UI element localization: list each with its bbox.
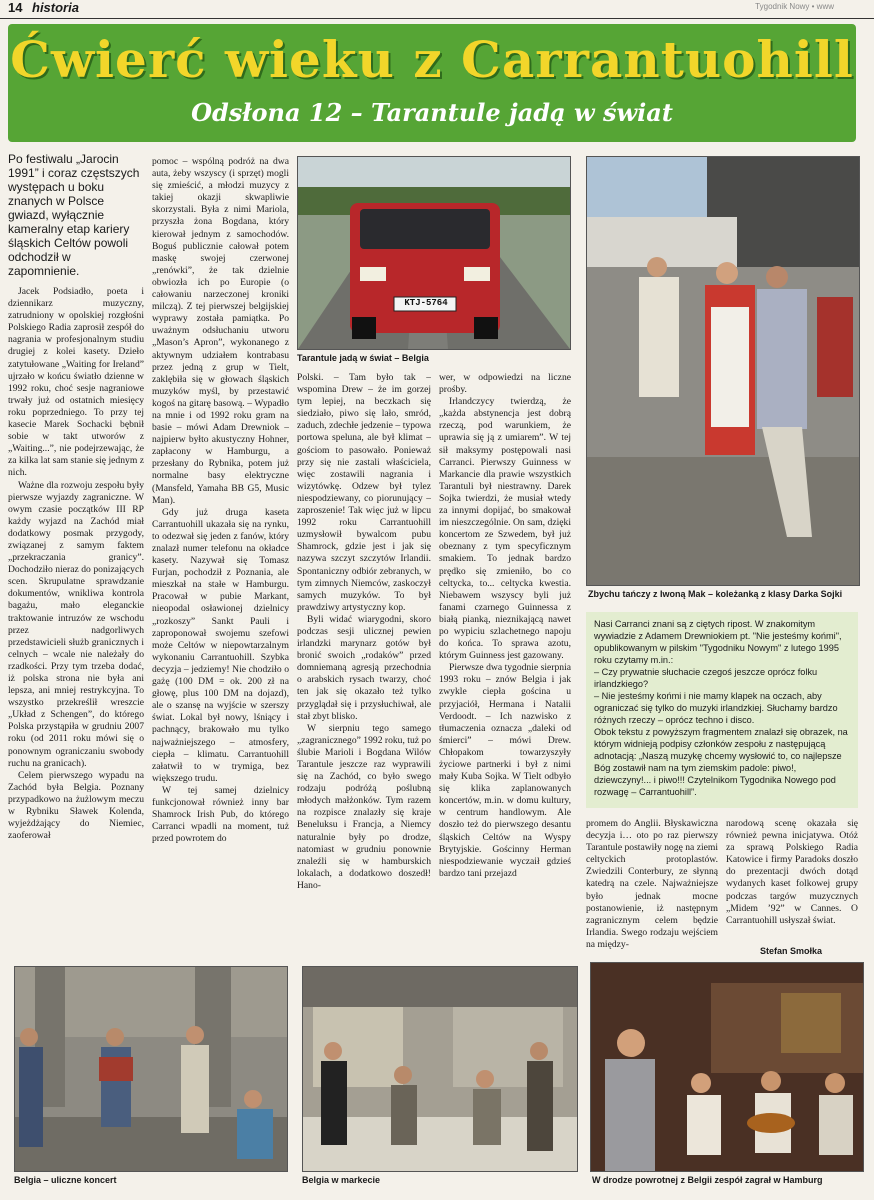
lead-paragraph: Po festiwalu „Jarocin 1991” i coraz częstszych występach u boku znanych w Polsce gwiazd, wyłącznie kameralny etap kariery śląskich Celtów powoli odchodził w zapomnienie. xyxy=(8,152,140,278)
paragraph: Byli widać wiarygodni, skoro podczas sesji ulicznej pewien irlandzki marynarz gotów był bronić swoich „rodaków” przed domniemaną agresją przechodnia o arabskich rysach twarzy, choć ten jak się okazało też tylko przyglądał się i przysłuchiwał, ale stał zbyt blisko. xyxy=(297,613,431,722)
paragraph: pomoc – wspólną podróż na dwa auta, żeby wszyscy (i sprzęt) mogli się zmieścić, a młodzi muzycy z takiej okazji skwapliwie skorzystali. Była z nimi Mariola, przyszła żona Bogdana, który kierował jednym z samochodów. Boguś publicznie całował potem maskę swojej czerwonej „renówki”, że tak dzielnie obwiozła ich po Europie (o całowaniu narzeczonej kroniki milczą). Z tej pierwszej belgijskiej wyprawy została pamiątka. Po uważnym odsłuchaniu utworu „Mason’s Apron”, wykonanego z aktywnym udziałem kontrabasu przez jedną z grup w Tielt, zaklębiła się w głowach śląskich muzyków myśl, by przestawić kogoś na gitarę basową. – Wypadło na mnie i od 1992 roku gram na basie – mówi Adam Drewniok – najpierw byłto akustyczny Hohner, zapłacony w Hamburgu, a przesłany do Rybnika, potem już normalne basy elektryczne (Mansfeld, Yamaha BB G5, Music Man). xyxy=(152,156,289,506)
dance-photo xyxy=(586,156,860,586)
mall-concert-caption: Belgia w markecie xyxy=(302,1175,381,1185)
paragraph: W sierpniu tego samego „zagranicznego” 1992 roku, tuż po ślubie Marioli i Bogdana Wilów Tarantule jeszcze raz wyprawili się na Zachód, co było swego rodzaju podróżą poślubną młodych małżonków. Tym razem na rozpisce znalazły się kraje Beneluksu i Francja, a Niemcy naturalnie były po drodze, natomiast w grudniu ponownie znaleźli się w hamburskich lokalach, a dodatkowo doszedł! Hano- xyxy=(297,722,431,891)
hamburg-pub-caption: W drodze powrotnej z Belgii zespół zagrał w Hamburg xyxy=(592,1175,823,1185)
paragraph: Celem pierwszego wypadu na Zachód była Belgia. Poznany przypadkowo na żużlowym meczu w Rybniku Sławek Kolenda, wyjeżdżający do Niemiec, zaoferował xyxy=(8,769,144,842)
text-column-5 xyxy=(586,818,718,968)
mall-concert-image xyxy=(303,967,577,1171)
page-number: 14 xyxy=(8,0,23,15)
text-column-2 xyxy=(152,156,289,967)
car-photo-image xyxy=(298,157,570,349)
interview-box-text xyxy=(594,618,852,798)
mall-concert-photo xyxy=(302,966,578,1172)
text-column-6 xyxy=(726,818,858,943)
hamburg-pub-image xyxy=(591,963,863,1171)
article-subtitle: Odsłona 12 – Tarantule jadą w świat xyxy=(191,98,673,127)
title-banner xyxy=(8,24,856,142)
car-photo xyxy=(297,156,571,350)
paragraph: promem do Anglii. Błyskawiczna decyzja i… oto po raz pierwszy Tarantule postawiły nogę na ziemi celtyckich protoplastów. Zwiedzili Conterbury, ze słynną katedrą na czele. Najważniejsze było jednak mocne postanowienie, iż następnym zagranicznym celem będzie Irlandia. Swego rodzaju wejściem na między- xyxy=(586,818,718,950)
paragraph: Polski. – Tam było tak – wspomina Drew – że im gorzej tym lepiej, na beczkach się siedziało, piwo się lało, smród, zaduch, zdechłe jedzenie – typowa portowa speluna, ale był klimat – gościom to pasowało. Ponieważ przy się nie zastali właściciela, więc zostawili nagrania i wizytówkę. Odzew był tylez niespodziewany, co piorunujący – zaproszenie! Tak więc już w lipcu 1992 roku Carrantuohill uzmysłowił bywalcom pubu Shamrock, gdzie jest i jak się nazywa szczyt szczytów Irlandii. Spontaniczny odbiór zebranych, w tym zimnych Niemców, zaskoczył samych muzyków. To był prawdziwy artystyczny kop. xyxy=(297,372,431,613)
hamburg-pub-photo xyxy=(590,962,864,1172)
car-plate: KTJ-5764 xyxy=(404,298,448,308)
page-header-bar xyxy=(0,0,874,19)
paragraph: Gdy już druga kaseta Carrantuohill ukazała się na rynku, to odezwał się jeden z fanów, który znalazł numer telefonu na okładce kasety. Nazywał się Tomasz Furjan, pochodził z Poznania, ale mieszkał na stałe w Hamburgu. Pracował w pubie Markant, nieopodal osławionej dzielnicy „rozkoszy” Sankt Pauli i zaproponował swojemu szefowi może Celtów w niepowtarzalnym wykonaniu Carrantuohill. Szybka decyzja – jedziemy! Nie chodziło o gażę (100 DM = ok. 200 zł na głowę, plus 100 DM na dojazd), ale o szansę na wyjście w szerszy świat. Lokal był nowy, lśniący i pachnący, brakowało mu tylko najważniejszego – atmosfery, ciepła – klimatu. Carrantuohill załatwił to w trymiga, bez większego trudu. xyxy=(152,506,289,784)
paragraph: Pierwsze dwa tygodnie sierpnia 1993 roku – znów Belgia i jak zwykle ciepła gościna u przyjaciół, Hermana i Natalii Verdoodt. – Ich nazwisko z tłumaczenia oznacza „daleki od śmierci” – mówi Drew. Chłopakom towarzyszyły życiowe partnerki i był z nimi mały Kuba Sojka. W Tielt odbyło się klika zaplanowanych koncertów, m.in. w domu kultury, w centrum handlowym. Ale doszło też do pierwszego desantu śląskich Celtów na Wyspy Brytyjskie. Gościnny Herman niespodziewanie wyczaił gdzieś bardzo tani przejazd xyxy=(439,662,571,879)
paragraph: Jacek Podsiadło, poeta i dziennikarz muzyczny, zatrudniony w opolskiej rozgłośni Polskiego Radia zaprosił zespół do nagrania w profesjonalnym studiu drugiej z kolei kasety. Dzieło zatytułowane „Waiting for Ireland” ujrzało w końcu światło dzienne w 1992 roku, choć sesje nagraniowe trwały już od ostatnich miesięcy roku poprzedniego. To przy tej kasecie Marek Sochacki bębnił sobie w takt utworów z „Waiting...”, nie podejrzewając, że za kilka lat sam stanie się jednym z nich. xyxy=(8,286,144,479)
text-column-3 xyxy=(297,372,431,967)
author-signature: Stefan Smołka xyxy=(760,946,823,956)
paragraph: Ważne dla rozwoju zespołu były pierwsze wyjazdy zagraniczne. W owym czasie początków III RP każdy wyjazd na Zachód miał dodatkowy posmak przygody, związanej z samym faktem „przekraczania granicy”. Dochodziło nieraz do ponizających scen. Skrupulatne sprawdzanie dokumentów, wnikliwa kontrola bagażu, mało eleganckie traktowanie intruzów ze wschodu przez nadgorliwych przedstawicieli służb granicznych i celnych – wcale nie należały do rzadkości. Przy tym trzeba dodać, iż polska strona nie była ani lepsza, ani mniej restrykcyjna. To wszystko przekreślił wreszcie „Układ z Schengen”, do którego Polska przystąpiła w grudniu 2007 roku (od 2011 roku mówi się o ponownym ograniczaniu swobody ruchu na granicach). xyxy=(8,479,144,769)
paragraph: wer, w odpowiedzi na liczne prośby. xyxy=(439,372,571,396)
text-column-4 xyxy=(439,372,571,967)
section-rubric: historia xyxy=(32,0,79,15)
text-column-1 xyxy=(8,152,144,967)
article-title: Ćwierć wieku z Carrantuohill xyxy=(10,30,854,89)
car-photo-caption: Tarantule jadą w świat – Belgia xyxy=(297,353,429,363)
street-concert-caption: Belgia – uliczne koncert xyxy=(14,1175,117,1185)
dance-photo-caption: Zbychu tańczy z Iwoną Mak – koleżanką z klasy Darka Sojki xyxy=(588,589,843,599)
street-concert-photo xyxy=(14,966,288,1172)
box-outro: Obok tekstu z powyższym fragmentem znalazł się obrazek, na którym widnieją podpisy członków zespołu z następującą adnotacją: „Naszą muzykę chcemy wysłowić to, co najlepsze Bóg zostawił nam na tym ziemskim padole: piwo!, dziewczyny!... i piwo!!! Czytelnikom Tygodnika Nowego pod rozwagę – Carrantuohill”. xyxy=(594,727,848,797)
box-question: – Czy prywatnie słuchacie czegoś jeszcze oprócz folku irlandzkiego? xyxy=(594,667,818,689)
paragraph: narodową scenę okazała się również pewna inicjatywa. Otóż za sprawą Polskiego Radia Katowice i firmy Paradoks doszło do prezentacji dwóch dotąd wydanych kaset folkowej grupy podczas targów muzycznych „Midem ’92” w Cannes. O Carrantuohill usłyszał świat. xyxy=(726,818,858,926)
dance-photo-image xyxy=(587,157,859,585)
interview-box xyxy=(586,612,858,808)
paragraph: Irlandczycy twierdzą, że „każda abstynencja jest dobrą rzeczą, pod warunkiem, że uprawia się ją z umiarem”. W tej sił maksymy postępowali nasi Carranci. Pierwszy Guinness w Markancie dla prawie wszystkich Tarantuli był niestrawny. Darek Sojka twierdzi, że musiał wtedy za innymi dopijać, bo smakował im nieszczególnie. On sam, dzięki koncertom ze Szwedem, był już obeznany z tym specyficznym smakiem. To jednak bardzo prędko się zmieniło, bo co celtycka, to... celtycka kwestia. Niebawem wszyscy byli już fanami czarnego Guinnessa z białą pianką, nieznikającą nawet po wypiciu szlachetnego napoju do końca. To sprawa azotu, którym Guinness jest gazowany. xyxy=(439,396,571,662)
street-concert-image xyxy=(15,967,287,1171)
box-answer: – Nie jesteśmy końmi i nie mamy klapek na oczach, aby ograniczać się tylko do muzyki irlandzkiej. Słuchamy bardzo różnych rzeczy – oprócz techno i disco. xyxy=(594,691,838,725)
paragraph: W tej samej dzielnicy funkcjonował również inny bar Shamrock Irish Pub, do którego Carranci wpadli na moment, tuż przed powrotem do xyxy=(152,784,289,845)
box-intro: Nasi Carranci znani są z ciętych ripost. W znakomitym wywiadzie z Adamem Drewniokiem pt. "Nie jesteśmy końmi", opublikowanym w pilskim "Tygodniku Nowym" z lutego 1995 roku czytamy m.in.: xyxy=(594,619,842,665)
header-meta: Tygodnik Nowy • www xyxy=(755,2,834,11)
